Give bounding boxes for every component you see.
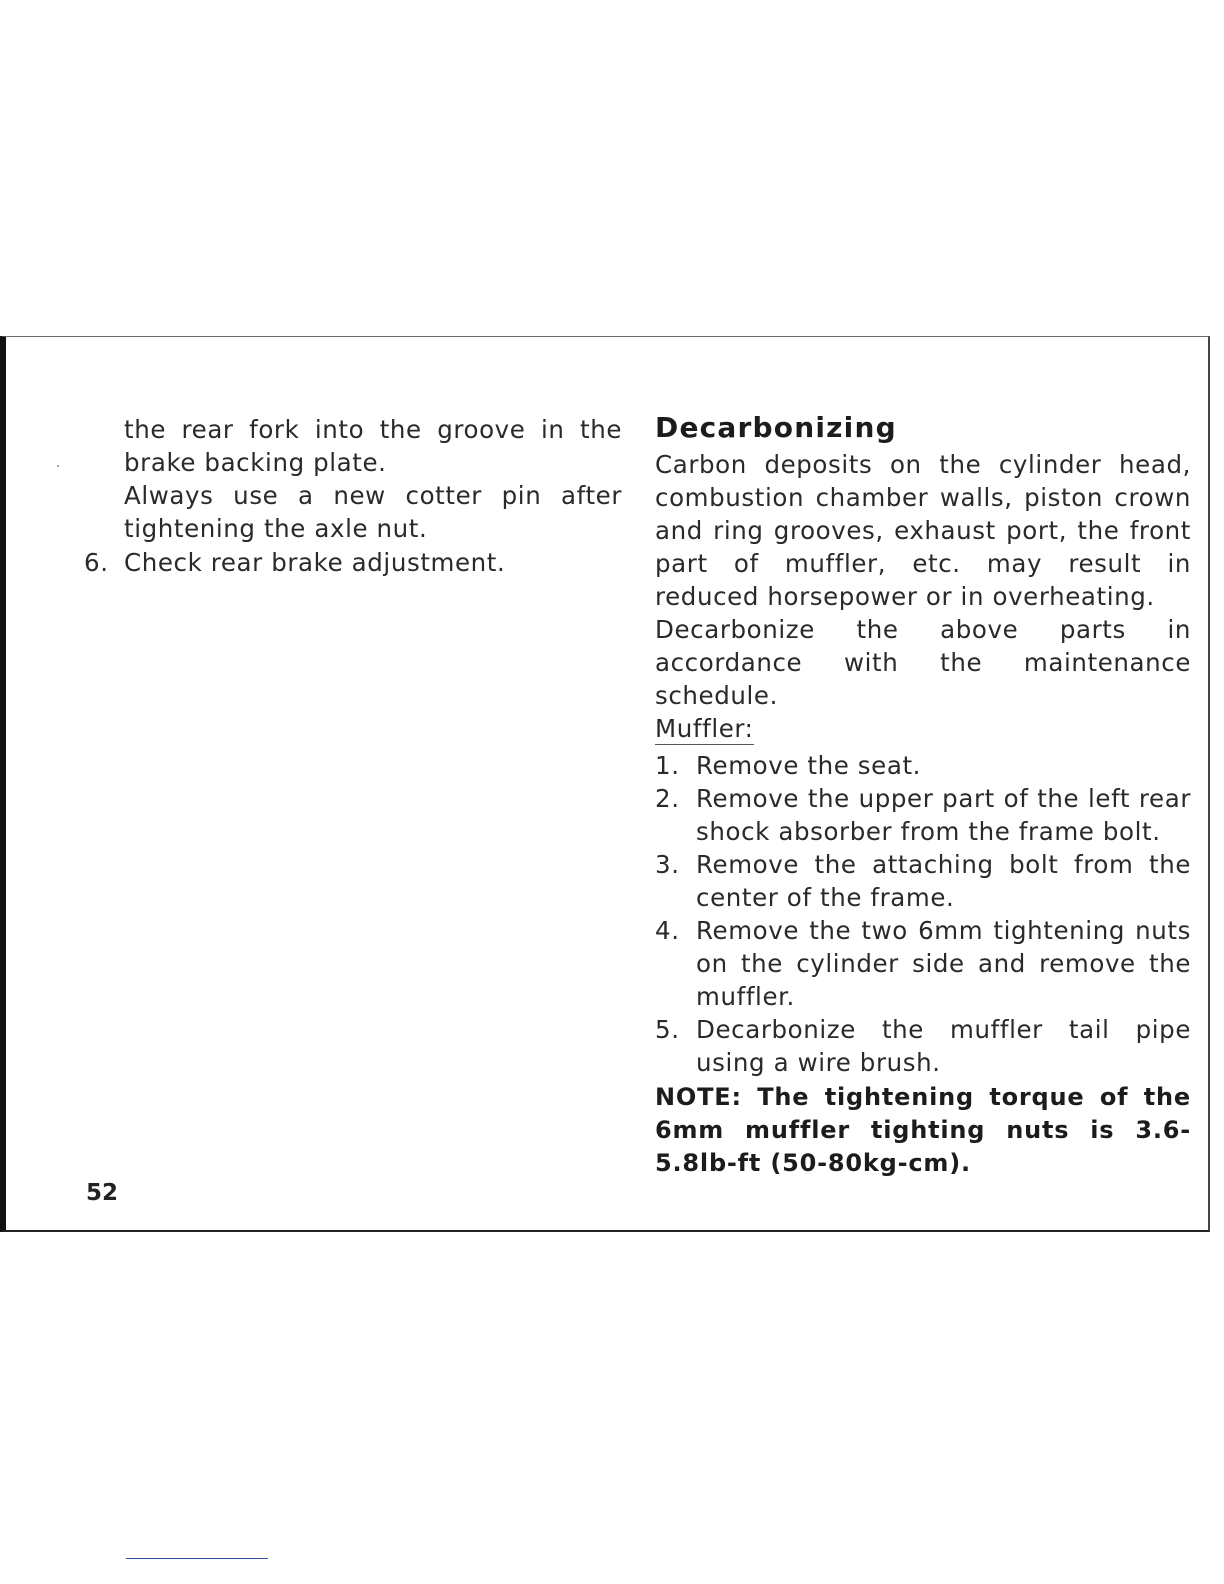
section-heading: Decarbonizing xyxy=(655,411,897,444)
torque-note: NOTE: The tightening torque of the 6mm muffler tighting nuts is 3.6-5.8lb-ft (50-80kg-cm). xyxy=(655,1083,1191,1177)
list-item xyxy=(655,914,1191,1013)
left-line-3: Always use a new cotter pin after xyxy=(124,481,622,510)
list-item xyxy=(655,782,1191,848)
left-list-item xyxy=(84,546,624,579)
step-text: Decarbonize the muffler tail pipe using a wire brush. xyxy=(696,1015,1191,1077)
bottom-rule xyxy=(126,1558,268,1559)
muffler-steps-list xyxy=(655,749,1191,1079)
left-column xyxy=(124,413,622,545)
muffler-subheading: Muffler: xyxy=(655,714,754,743)
step-number: 2. xyxy=(655,784,680,813)
step-text: Remove the seat. xyxy=(696,751,922,780)
list-item-text: Check rear brake adjustment. xyxy=(124,548,506,577)
step-number: 4. xyxy=(655,916,680,945)
intro-paragraph: Carbon deposits on the cylinder head, combustion chamber walls, piston crown and ring grooves, exhaust port, the front part of muffler, etc. may result in reduced horsepower or in overheating. xyxy=(655,450,1191,611)
step-text: Remove the two 6mm tightening nuts on the cylinder side and remove the muffler. xyxy=(696,916,1191,1011)
right-column xyxy=(655,410,1191,1180)
scan-speck xyxy=(57,465,59,467)
step-text: Remove the upper part of the left rear shock absorber from the frame bolt. xyxy=(696,784,1191,846)
step-number: 3. xyxy=(655,850,680,879)
step-number: 1. xyxy=(655,751,680,780)
step-text: Remove the attaching bolt from the center of the frame. xyxy=(696,850,1191,912)
schedule-paragraph: Decarbonize the above parts in accordance with the maintenance schedule. xyxy=(655,615,1191,710)
left-line-1: the rear fork into the groove in the xyxy=(124,415,622,444)
step-number: 5. xyxy=(655,1015,680,1044)
left-line-2: brake backing plate. xyxy=(124,448,387,477)
list-item xyxy=(655,848,1191,914)
page-number: 52 xyxy=(86,1180,119,1206)
list-item xyxy=(655,1013,1191,1079)
left-line-4: tightening the axle nut. xyxy=(124,514,428,543)
list-item xyxy=(655,749,1191,782)
list-item-number: 6. xyxy=(84,548,109,577)
